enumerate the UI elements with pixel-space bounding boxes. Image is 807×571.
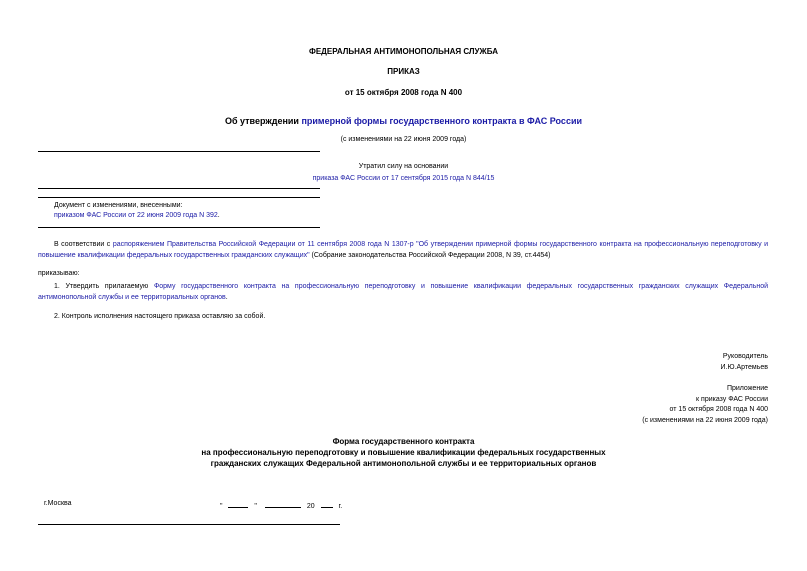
- divider-line: [38, 188, 320, 189]
- amendments-line: [54, 212, 220, 219]
- preamble-part2: (Собрание законодательства Российской Федерации 2008, N 39, ст.4454): [309, 252, 551, 259]
- lost-force-note: Утратил силу на основании: [358, 163, 449, 170]
- contract-form-subtitle-2: гражданских служащих Федеральной антимонопольной службы и ее территориальных органов: [210, 459, 597, 468]
- appendix-changes: (с изменениями на 22 июня 2009 года): [642, 417, 768, 424]
- item-1-form-link[interactable]: Форму государственного контракта на профессиональную переподготовку и повышение квалификации федеральных государственных гражданских служащих Федеральной антимонопольной службы и ее территориальных органов: [38, 283, 769, 301]
- contract-date-line: [220, 500, 342, 510]
- signature-name: И.Ю.Артемьев: [720, 364, 768, 371]
- item-2-paragraph: 2. Контроль исполнения настоящего приказа оставляю за собой.: [54, 313, 266, 320]
- contract-city: г.Москва: [44, 500, 72, 507]
- appendix-label: Приложение: [726, 385, 768, 392]
- signature-role: Руководитель: [722, 353, 768, 360]
- appendix-date: от 15 октября 2008 года N 400: [669, 406, 768, 413]
- year-blank[interactable]: [321, 500, 333, 508]
- title-prefix: Об утверждении: [224, 116, 302, 126]
- document-title: [0, 116, 807, 126]
- divider-line: [38, 227, 320, 228]
- preamble-part1: В соответствии с: [54, 241, 113, 248]
- preamble-paragraph: [38, 239, 768, 261]
- year-prefix: 20: [306, 503, 315, 510]
- date-quote-close: ": [254, 503, 257, 510]
- preamble-decree-link[interactable]: распоряжением Правительства Российской Федерации от 11 сентября 2008 года N 1307-р "Об утверждении примерной формы государственного контракта на профессиональную переподготовку и повышение квалификации федеральных государственных гражданских служащих": [38, 241, 768, 259]
- doc-type-heading: ПРИКАЗ: [387, 67, 420, 76]
- month-blank[interactable]: [265, 500, 301, 508]
- order-word: приказываю:: [38, 270, 80, 277]
- divider-line: [38, 151, 320, 152]
- title-changes-note: (с изменениями на 22 июня 2009 года): [340, 136, 467, 143]
- divider-line: [38, 524, 340, 525]
- contract-form-title: Форма государственного контракта: [332, 437, 475, 446]
- item-1-suffix: .: [225, 294, 228, 301]
- year-suffix: г.: [338, 503, 343, 510]
- agency-heading: ФЕДЕРАЛЬНАЯ АНТИМОНОПОЛЬНАЯ СЛУЖБА: [309, 47, 498, 56]
- appendix-ref: к приказу ФАС России: [696, 396, 768, 403]
- title-link[interactable]: примерной формы государственного контракта в ФАС России: [301, 116, 583, 126]
- lost-force-basis-link[interactable]: приказа ФАС России от 17 сентября 2015 года N 844/15: [312, 175, 495, 182]
- divider-line: [38, 197, 320, 198]
- amendments-label: Документ с изменениями, внесенными:: [54, 202, 183, 209]
- date-quote-open: ": [220, 503, 223, 510]
- amendments-link[interactable]: приказом ФАС России от 22 июня 2009 года N 392: [54, 212, 218, 219]
- day-blank[interactable]: [228, 500, 248, 508]
- doc-date-number: от 15 октября 2008 года N 400: [344, 88, 463, 97]
- contract-form-subtitle-1: на профессиональную переподготовку и повышение квалификации федеральных государственных: [201, 448, 606, 457]
- item-1-paragraph: [38, 281, 768, 303]
- amendments-suffix: .: [217, 212, 220, 219]
- item-1-prefix: 1. Утвердить прилагаемую: [54, 283, 154, 290]
